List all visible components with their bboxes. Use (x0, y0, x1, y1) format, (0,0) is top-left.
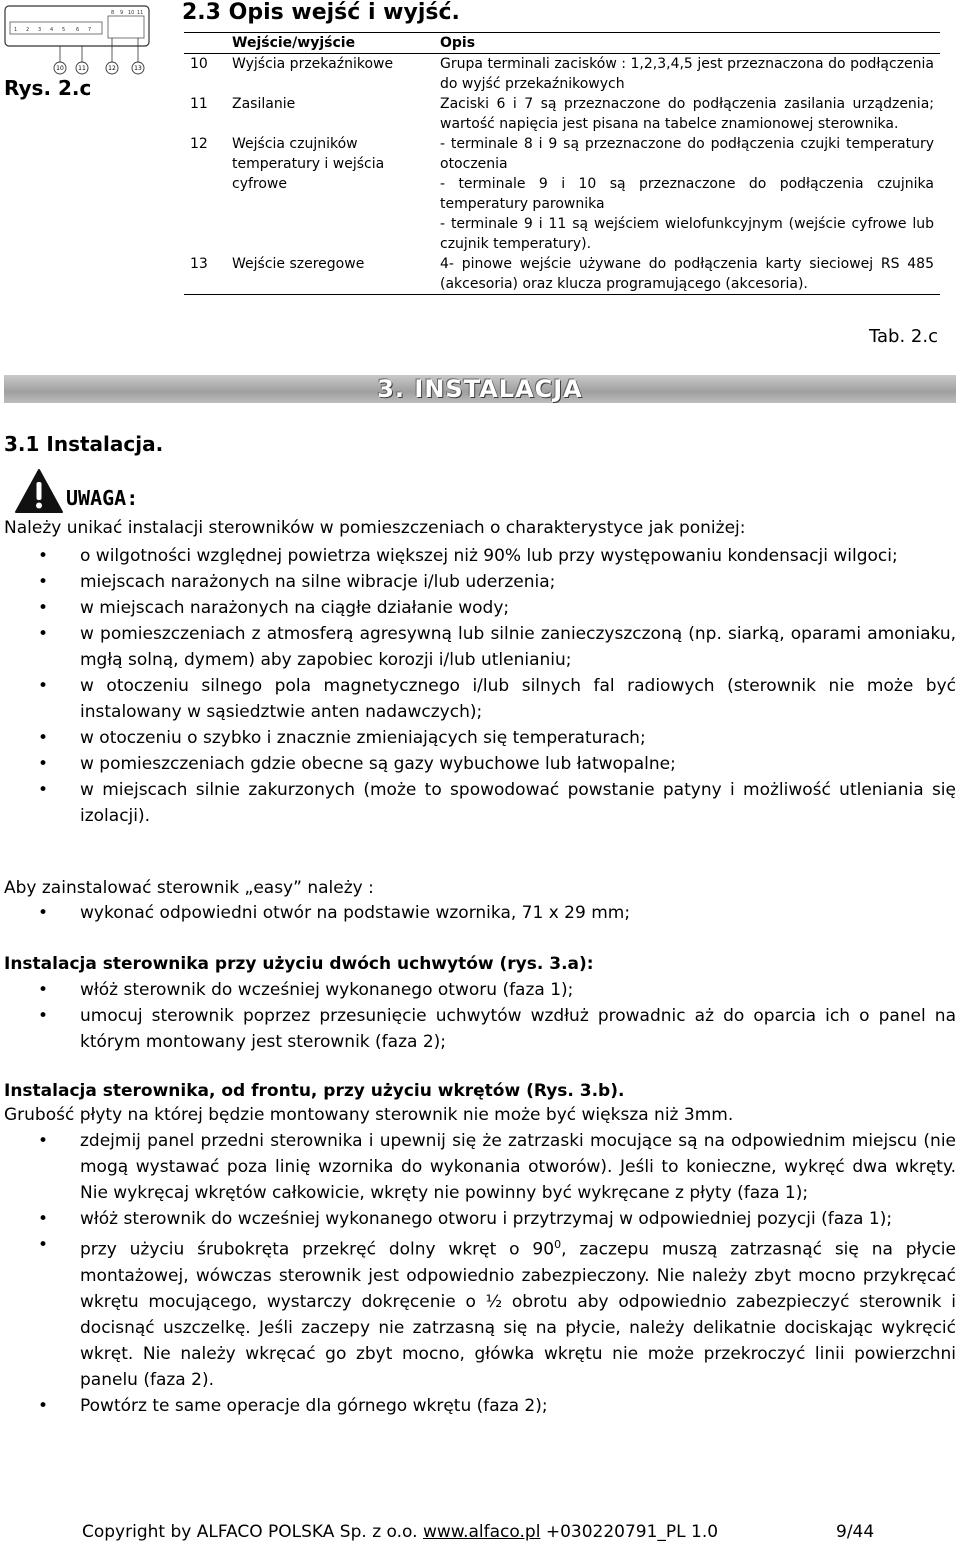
method-a-title: Instalacja sterownika przy użyciu dwóch uchwytów (rys. 3.a): (4, 954, 594, 974)
terminal-number: 10 (128, 10, 135, 16)
method-b-title: Instalacja sterownika, od frontu, przy użyciu wkrętów (Rys. 3.b). (4, 1081, 625, 1101)
list-item: • Powtórz te same operacje dla górnego wkrętu (faza 2); (4, 1393, 956, 1419)
list-item: • w miejscach narażonych na ciągłe działanie wody; (4, 595, 956, 621)
callout-number: 10 (56, 65, 64, 72)
row-number: 11 (190, 96, 208, 112)
page-number: 9/44 (836, 1522, 875, 1542)
chapter-title: 3. INSTALACJA (377, 375, 583, 403)
table-row (184, 134, 940, 254)
footer-code: +030220791_PL 1.0 (545, 1522, 719, 1542)
degree-superscript: 0 (554, 1238, 562, 1251)
list-item: • miejscach narażonych na silne wibracje i/lub uderzenia; (4, 569, 956, 595)
row-description: Zaciski 6 i 7 są przeznaczone do podłączenia zasilania urządzenia; wartość napięcia jest pisana na tabelce znamionowej sterownika. (440, 96, 934, 132)
row-number: 12 (190, 136, 208, 152)
warning-list (4, 543, 956, 829)
footer-link[interactable]: www.alfaco.pl (422, 1522, 541, 1542)
list-item: • zdejmij panel przedni sterownika i upewnij się że zatrzaski mocujące są na odpowiednim miejscu (nie mogą wystawać poza linię wzornika do wykonania otworów). Jeśli to konieczne, wykręć dwa wkręty. Nie wykręcaj wkrętów całkowicie, wkręty nie powinny być wykręcane z płyty (faza 1); (4, 1128, 956, 1206)
row-name: Wyjścia przekaźnikowe (232, 56, 394, 72)
callout-number: 11 (78, 65, 86, 72)
row-number: 10 (190, 56, 208, 72)
install-intro: Aby zainstalować sterownik „easy” należy : (4, 878, 374, 898)
row-description: - terminale 9 i 10 są przeznaczone do podłączenia czujnika temperatury parownika (440, 176, 934, 212)
figure-label: Rys. 2.c (4, 76, 92, 100)
method-a-list (4, 977, 956, 1055)
row-description: - terminale 9 i 11 są wejściem wielofunkcyjnym (wejście cyfrowe lub czujnik temperatury). (440, 216, 934, 252)
footer-copyright: Copyright by ALFACO POLSKA Sp. z o.o. (82, 1522, 418, 1542)
section-title: 2.3 Opis wejść i wyjść. (182, 0, 460, 25)
warning-icon (14, 468, 64, 514)
warning-title: UWAGA: (66, 486, 139, 510)
list-item (4, 1232, 956, 1393)
terminal-number: 8 (111, 10, 115, 16)
terminal-number: 9 (120, 10, 124, 16)
row-description: Grupa terminali zacisków : 1,2,3,4,5 jest przeznaczona do podłączenia do wyjść przekaźnikowych (440, 56, 934, 92)
row-number: 13 (184, 254, 226, 295)
warning-intro: Należy unikać instalacji sterowników w pomieszczeniach o charakterystyce jak poniżej: (4, 518, 746, 538)
row-description: - terminale 8 i 9 są przeznaczone do podłączenia czujki temperatury otoczenia (440, 136, 934, 172)
callout-number: 12 (108, 65, 116, 72)
list-item: • w otoczeniu silnego pola magnetycznego i/lub silnych fal radiowych (sterownik nie może być instalowany w sąsiedztwie anten nadawczych); (4, 673, 956, 725)
table-header: Opis (434, 33, 940, 54)
page-footer (82, 1522, 882, 1542)
row-name: Wejście szeregowe (226, 254, 434, 295)
subsection-title: 3.1 Instalacja. (4, 432, 164, 456)
list-item: • wykonać odpowiedni otwór na podstawie wzornika, 71 x 29 mm; (4, 900, 956, 926)
table-row (184, 54, 940, 95)
row-name: Wejścia czujników temperatury i wejścia cyfrowe (232, 136, 385, 192)
list-item: • w pomieszczeniach gdzie obecne są gazy wybuchowe lub łatwopalne; (4, 751, 956, 777)
list-item: • o wilgotności względnej powietrza większej niż 90% lub przy występowaniu kondensacji wilgoci; (4, 543, 956, 569)
terminal-number: 2 (26, 27, 30, 33)
terminal-number: 7 (88, 27, 92, 33)
table-row (184, 94, 940, 134)
terminal-number: 3 (38, 27, 42, 33)
list-item: • umocuj sterownik poprzez przesunięcie uchwytów wzdłuż prowadnic aż do oparcia ich o panel na którym montowany jest sterownik (faza 2); (4, 1003, 956, 1055)
terminal-number: 4 (50, 27, 54, 33)
list-item: • włóż sterownik do wcześniej wykonanego otworu i przytrzymaj w odpowiedniej pozycji (faza 1); (4, 1206, 956, 1232)
callout-number: 13 (134, 65, 142, 72)
table-row (184, 254, 940, 295)
install-list (4, 900, 956, 926)
terminal-number: 1 (14, 27, 18, 33)
row-name: Zasilanie (232, 96, 296, 112)
row-description: 4- pinowe wejście używane do podłączenia karty sieciowej RS 485 (akcesoria) oraz klucza programującego (akcesoria). (434, 254, 940, 295)
chapter-banner (4, 375, 956, 403)
terminal-number: 6 (76, 27, 80, 33)
terminal-number: 11 (137, 10, 144, 16)
table-caption: Tab. 2.c (869, 326, 938, 347)
device-terminal-diagram (4, 4, 150, 76)
list-item: • w pomieszczeniach z atmosferą agresywną lub silnie zanieczyszczoną (np. siarką, oparami amoniaku, mgłą solną, dymem) aby zapobiec korozji i/lub utlenianiu; (4, 621, 956, 673)
method-b-list (4, 1128, 956, 1419)
method-b-note: Grubość płyty na której będzie montowany sterownik nie może być większa niż 3mm. (4, 1105, 734, 1125)
list-item-text: przy użyciu śrubokręta przekręć dolny wkręt o 90 (80, 1239, 555, 1260)
list-item: • włóż sterownik do wcześniej wykonanego otworu (faza 1); (4, 977, 956, 1003)
list-item-text: , zaczepu muszą zatrzasnąć się na płycie montażowej, wówczas sterownik jest odpowiednio zabezpieczony. Nie należy zbyt mocno przykręcać wkrętu mocującego, wystarczy dokręcenie o ½ obrotu aby odpowiednio zabezpieczyć sterownik i docisnąć uszczelkę. Jeśli zaczepy nie zatrzasną się na płycie, należy delikatnie dociskając wykręcić wkręt. Nie należy wkręcać go zbyt mocno, główka wkrętu nie może przekroczyć linii powierzchni panelu (faza 2). (80, 1239, 956, 1390)
io-description-table (184, 32, 940, 295)
list-item: • w otoczeniu o szybko i znacznie zmieniających się temperaturach; (4, 725, 956, 751)
table-header-row (184, 33, 940, 54)
table-header: Wejście/wyjście (226, 33, 434, 54)
terminal-number: 5 (62, 27, 66, 33)
list-item: • w miejscach silnie zakurzonych (może to spowodować powstanie patyny i możliwość utleniania się izolacji). (4, 777, 956, 829)
